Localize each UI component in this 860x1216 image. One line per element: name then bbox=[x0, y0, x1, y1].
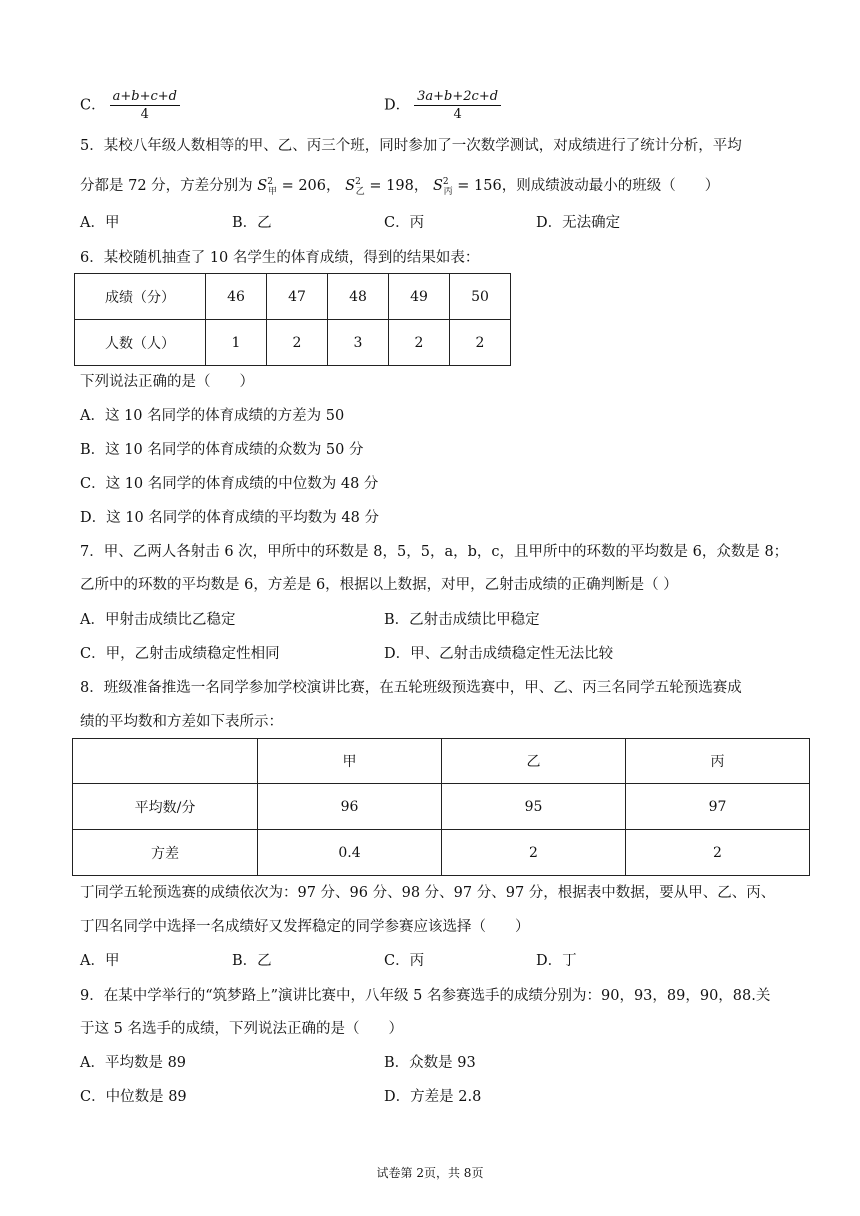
q8-option-d: D．丁 bbox=[536, 953, 577, 969]
q8-stem-line3: 丁同学五轮预选赛的成绩依次为：97 分、96 分、98 分、97 分、97 分，根据表中数据，要从甲、乙、丙、 bbox=[80, 885, 776, 901]
table-cell: 49 bbox=[389, 274, 450, 320]
table-cell: 2 bbox=[442, 830, 626, 876]
q6-option-b: B．这 10 名同学的体育成绩的众数为 50 分 bbox=[80, 442, 364, 458]
q7-option-d: D．甲、乙射击成绩稳定性无法比较 bbox=[384, 646, 614, 662]
table-cell: 2 bbox=[267, 320, 328, 366]
table-header-cell: 方差 bbox=[73, 830, 258, 876]
q8-stem-line4: 丁四名同学中选择一名成绩好又发挥稳定的同学参赛应该选择（ ） bbox=[80, 919, 530, 935]
variance-value: = 156，则成绩波动最小的班级（ ） bbox=[452, 177, 720, 194]
q7-stem-line2: 乙所中的环数的平均数是 6，方差是 6，根据以上数据，对甲，乙射击成绩的正确判断是（ ） bbox=[80, 577, 678, 593]
table-cell: 2 bbox=[626, 830, 810, 876]
table-header-cell: 人数（人） bbox=[75, 320, 206, 366]
q7-stem-line1: 7．甲、乙两人各射击 6 次，甲所中的环数是 8，5，5，a，b，c，且甲所中的环数的平均数是 6，众数是 8； bbox=[80, 544, 789, 560]
q4-option-c bbox=[80, 88, 180, 123]
page-footer: 试卷第 2页，共 8页 bbox=[376, 1166, 484, 1180]
q9-option-c: C．中位数是 89 bbox=[80, 1089, 187, 1105]
table-cell: 50 bbox=[450, 274, 511, 320]
table-header-cell: 成绩（分） bbox=[75, 274, 206, 320]
q5-text: 分都是 72 分，方差分别为 bbox=[80, 177, 253, 194]
table-row bbox=[73, 830, 810, 876]
q4-option-d bbox=[384, 88, 501, 123]
table-cell: 95 bbox=[442, 784, 626, 830]
q5-stem-line1: 5．某校八年级人数相等的甲、乙、丙三个班，同时参加了一次数学测试，对成绩进行了统计分析，平均 bbox=[80, 138, 742, 154]
table-row bbox=[73, 784, 810, 830]
q5-option-a: A．甲 bbox=[80, 215, 120, 231]
q8-option-b: B．乙 bbox=[232, 953, 272, 969]
table-cell: 46 bbox=[206, 274, 267, 320]
q5-option-b: B．乙 bbox=[232, 215, 272, 231]
variance-value: = 198， bbox=[364, 177, 429, 194]
fraction bbox=[110, 88, 180, 123]
q6-option-a: A．这 10 名同学的体育成绩的方差为 50 bbox=[80, 408, 345, 424]
q8-stem-line2: 绩的平均数和方差如下表所示： bbox=[80, 714, 283, 730]
q5-stem-line2 bbox=[80, 172, 719, 202]
variance-symbol: $S^2_丙$ bbox=[432, 177, 453, 197]
variance-symbol: $S^2_乙$ bbox=[345, 177, 365, 197]
denominator: 4 bbox=[140, 107, 149, 122]
table-cell: 96 bbox=[258, 784, 442, 830]
table-header-cell: 丙 bbox=[626, 739, 810, 784]
table-header-cell: 平均数/分 bbox=[73, 784, 258, 830]
numerator: 3a+b+2c+d bbox=[414, 88, 501, 106]
variance-value: = 206， bbox=[276, 177, 341, 194]
q8-option-c: C．丙 bbox=[384, 953, 425, 969]
q5-option-c: C．丙 bbox=[384, 215, 425, 231]
fraction bbox=[414, 88, 501, 123]
q6-option-c: C．这 10 名同学的体育成绩的中位数为 48 分 bbox=[80, 476, 379, 492]
q5-option-d: D．无法确定 bbox=[536, 215, 621, 231]
table-cell: 2 bbox=[450, 320, 511, 366]
q9-option-b: B．众数是 93 bbox=[384, 1055, 476, 1071]
q9-option-a: A．平均数是 89 bbox=[80, 1055, 187, 1071]
table-row bbox=[75, 320, 511, 366]
q9-option-d: D．方差是 2.8 bbox=[384, 1089, 482, 1105]
q9-stem-line1: 9．在某中学举行的“筑梦路上”演讲比赛中，八年级 5 名参赛选手的成绩分别为：90，93，89，90，88.关 bbox=[80, 988, 771, 1004]
q8-stats-table bbox=[72, 738, 810, 876]
table-cell: 3 bbox=[328, 320, 389, 366]
q6-option-d: D．这 10 名同学的体育成绩的平均数为 48 分 bbox=[80, 510, 379, 526]
option-label: D． bbox=[384, 97, 411, 114]
table-header-cell bbox=[73, 739, 258, 784]
q7-option-b: B．乙射击成绩比甲稳定 bbox=[384, 612, 540, 628]
q7-option-c: C．甲，乙射击成绩稳定性相同 bbox=[80, 646, 280, 662]
table-row bbox=[75, 274, 511, 320]
q6-score-table bbox=[74, 273, 511, 366]
option-label: C． bbox=[80, 97, 106, 114]
q6-stem: 6．某校随机抽查了 10 名学生的体育成绩，得到的结果如表： bbox=[80, 250, 480, 266]
table-cell: 0.4 bbox=[258, 830, 442, 876]
q7-option-a: A．甲射击成绩比乙稳定 bbox=[80, 612, 236, 628]
denominator: 4 bbox=[453, 107, 462, 122]
table-row bbox=[73, 739, 810, 784]
table-cell: 47 bbox=[267, 274, 328, 320]
numerator: a+b+c+d bbox=[110, 88, 180, 106]
q6-question: 下列说法正确的是（ ） bbox=[80, 374, 254, 390]
q8-stem-line1: 8．班级准备推选一名同学参加学校演讲比赛，在五轮班级预选赛中，甲、乙、丙三名同学五轮预选赛成 bbox=[80, 680, 742, 696]
table-header-cell: 乙 bbox=[442, 739, 626, 784]
table-cell: 97 bbox=[626, 784, 810, 830]
q8-option-a: A．甲 bbox=[80, 953, 120, 969]
table-cell: 48 bbox=[328, 274, 389, 320]
variance-symbol: $S^2_甲$ bbox=[257, 177, 277, 197]
table-cell: 2 bbox=[389, 320, 450, 366]
table-header-cell: 甲 bbox=[258, 739, 442, 784]
table-cell: 1 bbox=[206, 320, 267, 366]
q9-stem-line2: 于这 5 名选手的成绩，下列说法正确的是（ ） bbox=[80, 1021, 403, 1037]
